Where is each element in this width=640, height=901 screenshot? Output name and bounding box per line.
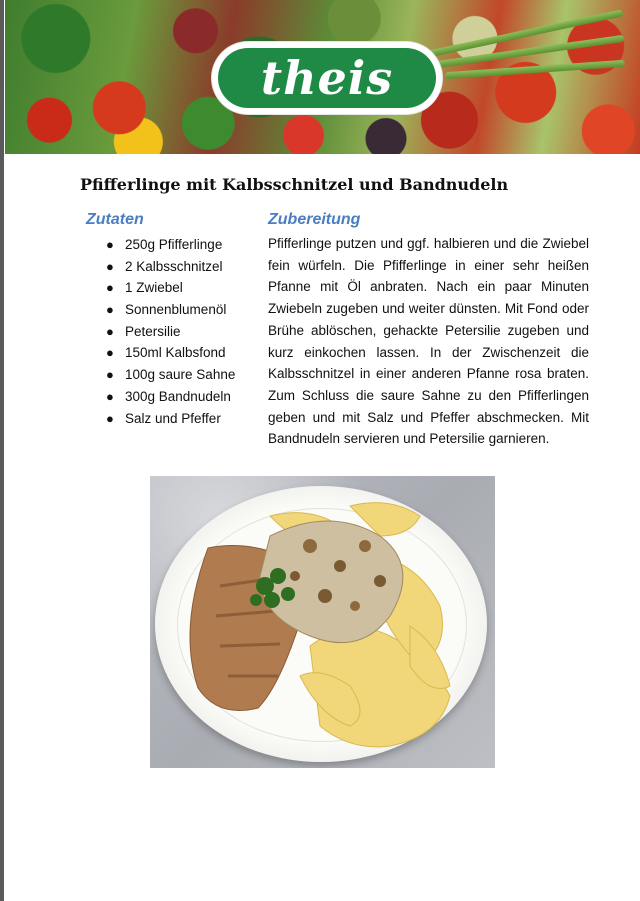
bullet-icon: ● [106, 345, 114, 361]
bullet-icon: ● [106, 410, 114, 426]
theis-logo [212, 42, 442, 114]
logo-badge [218, 48, 436, 108]
ingredient-label: Petersilie [125, 323, 181, 339]
page-edge [0, 0, 4, 901]
logo-text: theis [260, 51, 394, 105]
ingredients-heading: Zutaten [86, 211, 144, 228]
ingredient-label: 250g Pfifferlinge [125, 237, 223, 252]
header-banner [5, 0, 640, 154]
ingredient-label: 150ml Kalbsfond [125, 345, 226, 361]
bullet-icon: ● [106, 237, 114, 252]
ingredient-item [106, 342, 235, 364]
bullet-icon: ● [106, 280, 114, 296]
ingredient-label: 1 Zwiebel [125, 280, 183, 296]
bullet-icon: ● [106, 388, 114, 404]
ingredient-item [106, 299, 235, 321]
ingredient-label: Salz und Pfeffer [125, 410, 221, 426]
bullet-icon: ● [106, 367, 114, 383]
ingredient-item [106, 256, 235, 278]
ingredient-list [106, 234, 235, 429]
bullet-icon: ● [106, 302, 114, 318]
bullet-icon: ● [106, 258, 114, 274]
dish-illustration [150, 476, 495, 768]
ingredient-item [106, 234, 235, 256]
ingredient-label: Sonnenblumenöl [125, 302, 227, 318]
ingredient-item [106, 408, 235, 430]
ingredient-label: 2 Kalbsschnitzel [125, 258, 223, 274]
ingredient-item [106, 364, 235, 386]
bullet-icon: ● [106, 323, 114, 339]
ingredient-item [106, 321, 235, 343]
ingredient-label: 100g saure Sahne [125, 367, 236, 383]
ingredient-item [106, 386, 235, 408]
ingredient-label: 300g Bandnudeln [125, 388, 231, 404]
recipe-title: Pfifferlinge mit Kalbsschnitzel und Bandnudeln [80, 175, 509, 194]
method-heading: Zubereitung [268, 211, 361, 228]
dish-photo [150, 476, 495, 768]
method-text: Pfifferlinge putzen und ggf. halbieren und die Zwiebel fein würfeln. Die Pfifferlinge in einer sehr heißen Pfanne mit Öl anbraten. Nach ein paar Minuten Zwiebeln zugeben und weiter dünsten. Mit Fond oder Brühe ablöschen, gehackte Petersilie zugeben und kurz einkochen lassen. In der Zwischenzeit die Kalbsschnitzel in einer anderen Pfanne rosa braten. Zum Schluss die saure Sahne zu den Pfifferlingen geben und mit Salz und Pfeffer abschmecken. Mit Bandnudeln servieren und Petersilie garnieren. [268, 236, 589, 447]
ingredient-item [106, 277, 235, 299]
